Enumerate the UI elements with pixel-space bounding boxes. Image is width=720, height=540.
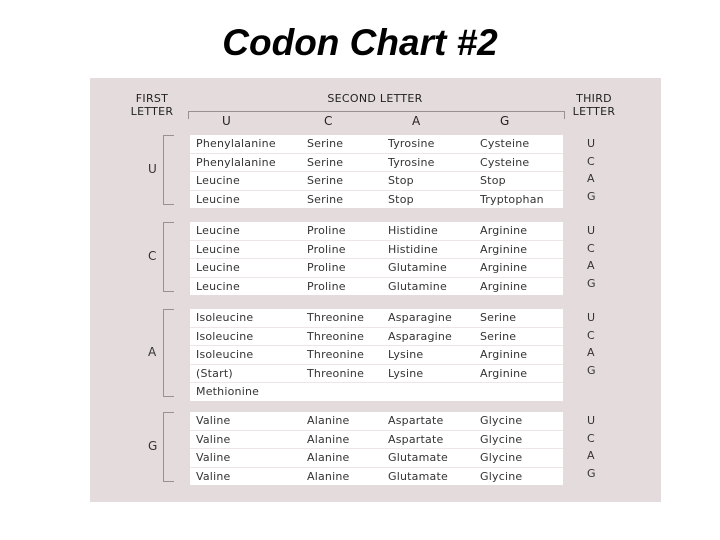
first-letter-bracket <box>163 412 174 482</box>
third-letter-label: C <box>587 431 595 445</box>
amino-acid-cell: Alanine <box>307 469 350 483</box>
second-letter-header: SECOND LETTER <box>327 92 423 105</box>
amino-acid-cell: Cysteine <box>480 137 530 150</box>
table-row <box>190 365 563 384</box>
amino-acid-cell: Arginine <box>480 224 528 237</box>
amino-acid-cell: Stop <box>388 192 414 206</box>
amino-acid-cell: Serine <box>307 192 344 206</box>
table-row <box>190 241 563 260</box>
amino-acid-cell: Histidine <box>388 224 439 237</box>
amino-acid-cell: Threonine <box>307 329 365 343</box>
third-letter-header-line2: LETTER <box>572 105 616 118</box>
first-letter-header-line2: LETTER <box>130 105 174 118</box>
third-letter-label: G <box>587 189 596 203</box>
amino-acid-cell: Proline <box>307 242 346 256</box>
amino-acid-cell: Proline <box>307 224 346 237</box>
codon-chart <box>90 78 661 502</box>
codon-group <box>190 309 563 401</box>
first-letter-bracket <box>163 309 174 397</box>
table-row <box>190 383 563 401</box>
table-row <box>190 346 563 365</box>
first-letter-label: G <box>148 439 158 453</box>
table-row <box>190 259 563 278</box>
amino-acid-cell: Threonine <box>307 311 365 324</box>
amino-acid-cell: Glycine <box>480 414 523 427</box>
amino-acid-cell: Aspartate <box>388 432 444 446</box>
table-row <box>190 449 563 468</box>
amino-acid-cell: Glutamine <box>388 279 447 293</box>
amino-acid-cell: (Start) <box>196 366 233 380</box>
amino-acid-cell: Threonine <box>307 366 365 380</box>
amino-acid-cell: Isoleucine <box>196 348 254 361</box>
amino-acid-cell: Tryptophan <box>480 192 544 206</box>
amino-acid-cell: Glycine <box>480 469 523 483</box>
amino-acid-cell: Valine <box>196 469 231 483</box>
amino-acid-cell: Leucine <box>196 174 240 187</box>
amino-acid-cell: Phenylalanine <box>196 155 276 169</box>
amino-acid-cell: Stop <box>388 174 414 187</box>
amino-acid-cell: Stop <box>480 174 506 187</box>
third-letter-label: G <box>587 363 596 377</box>
amino-acid-cell: Serine <box>480 329 517 343</box>
third-letter-label: A <box>587 172 595 185</box>
third-letter-label: U <box>587 414 596 427</box>
first-letter-header <box>126 92 178 118</box>
table-row <box>190 278 563 296</box>
amino-acid-cell: Arginine <box>480 261 528 274</box>
third-letter-header-line1: THIRD <box>576 92 612 105</box>
third-letter-label: A <box>587 449 595 462</box>
amino-acid-cell: Isoleucine <box>196 329 254 343</box>
amino-acid-cell: Histidine <box>388 242 439 256</box>
first-letter-bracket <box>163 135 174 205</box>
second-letter-a: A <box>412 114 421 128</box>
amino-acid-cell: Leucine <box>196 279 240 293</box>
table-row <box>190 154 563 173</box>
table-row <box>190 468 563 486</box>
amino-acid-cell: Valine <box>196 451 231 464</box>
amino-acid-cell: Cysteine <box>480 155 530 169</box>
amino-acid-cell: Alanine <box>307 451 350 464</box>
first-letter-header-line1: FIRST <box>135 92 169 105</box>
amino-acid-cell: Leucine <box>196 224 240 237</box>
codon-group <box>190 222 563 295</box>
amino-acid-cell: Aspartate <box>388 414 444 427</box>
table-row <box>190 191 563 209</box>
third-letter-label: U <box>587 311 596 324</box>
amino-acid-cell: Glycine <box>480 432 523 446</box>
third-letter-label: C <box>587 154 595 168</box>
amino-acid-cell: Arginine <box>480 366 528 380</box>
first-letter-label: A <box>148 344 157 359</box>
amino-acid-cell: Asparagine <box>388 329 453 343</box>
third-letter-label: A <box>587 259 595 272</box>
amino-acid-cell: Leucine <box>196 261 240 274</box>
second-letter-g: G <box>500 114 510 128</box>
table-row <box>190 172 563 191</box>
amino-acid-cell: Glutamate <box>388 469 448 483</box>
first-letter-label: C <box>148 249 157 263</box>
amino-acid-cell: Lysine <box>388 366 424 380</box>
amino-acid-cell: Arginine <box>480 242 528 256</box>
amino-acid-cell: Leucine <box>196 242 240 256</box>
second-letter-u: U <box>222 114 231 128</box>
amino-acid-cell: Asparagine <box>388 311 453 324</box>
amino-acid-cell: Arginine <box>480 279 528 293</box>
codon-group <box>190 412 563 485</box>
amino-acid-cell: Valine <box>196 414 231 427</box>
amino-acid-cell: Serine <box>307 137 344 150</box>
table-row <box>190 222 563 241</box>
amino-acid-cell: Alanine <box>307 432 350 446</box>
codon-group <box>190 135 563 208</box>
amino-acid-cell: Valine <box>196 432 231 446</box>
amino-acid-cell: Proline <box>307 279 346 293</box>
amino-acid-cell: Methionine <box>196 385 260 398</box>
amino-acid-cell: Serine <box>480 311 517 324</box>
amino-acid-cell: Glycine <box>480 451 523 464</box>
table-row <box>190 135 563 154</box>
table-row <box>190 328 563 347</box>
third-letter-label: U <box>587 224 596 237</box>
first-letter-bracket <box>163 222 174 292</box>
first-letter-label: U <box>148 162 157 176</box>
third-letter-label: G <box>587 276 596 290</box>
table-row <box>190 309 563 328</box>
amino-acid-cell: Serine <box>307 174 344 187</box>
table-row <box>190 412 563 431</box>
amino-acid-cell: Glutamate <box>388 451 448 464</box>
amino-acid-cell: Isoleucine <box>196 311 254 324</box>
amino-acid-cell: Alanine <box>307 414 350 427</box>
third-letter-label: C <box>587 328 595 342</box>
amino-acid-cell: Lysine <box>388 348 424 361</box>
amino-acid-cell: Threonine <box>307 348 365 361</box>
amino-acid-cell: Tyrosine <box>388 137 435 150</box>
second-letter-c: C <box>324 114 333 128</box>
amino-acid-cell: Proline <box>307 261 346 274</box>
third-letter-label: C <box>587 241 595 255</box>
amino-acid-cell: Glutamine <box>388 261 447 274</box>
amino-acid-cell: Serine <box>307 155 344 169</box>
third-letter-label: U <box>587 137 596 150</box>
third-letter-header <box>566 92 622 118</box>
amino-acid-cell: Leucine <box>196 192 240 206</box>
table-row <box>190 431 563 450</box>
amino-acid-cell: Phenylalanine <box>196 137 276 150</box>
amino-acid-cell: Tyrosine <box>388 155 435 169</box>
third-letter-label: G <box>587 466 596 480</box>
amino-acid-cell: Arginine <box>480 348 528 361</box>
third-letter-label: A <box>587 346 595 359</box>
page-title: Codon Chart #2 <box>222 22 498 63</box>
